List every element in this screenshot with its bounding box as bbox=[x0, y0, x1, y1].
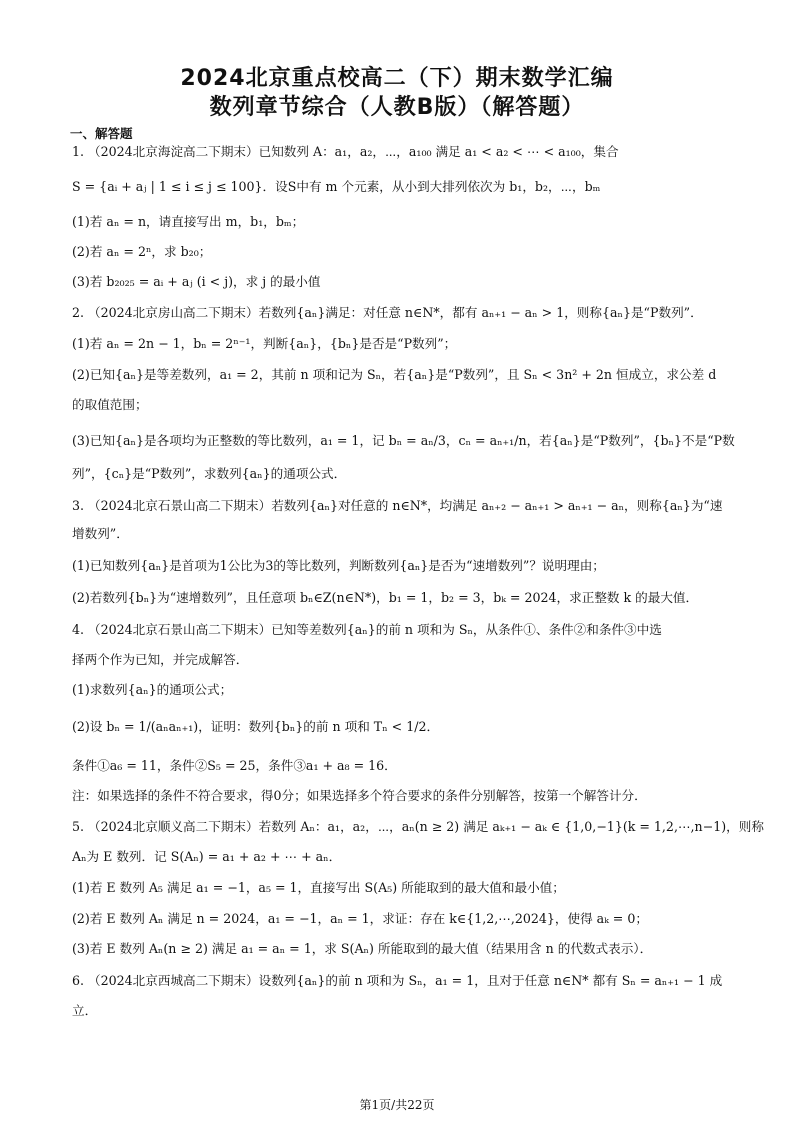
page-footer: 第1页/共22页 bbox=[359, 1098, 435, 1112]
problem-4-note: 注：如果选择的条件不符合要求，得0分；如果选择多个符合要求的条件分别解答，按第一个解答计分． bbox=[72, 788, 647, 803]
problem-1-part-3: (3)若 b₂₀₂₅ = aᵢ + aⱼ (i < j)，求 j 的最小值 bbox=[72, 274, 321, 289]
document-title-line2: 数列章节综合（人教B版）（解答题） bbox=[209, 95, 585, 120]
problem-4-line-2: 择两个作为已知，并完成解答． bbox=[72, 652, 249, 667]
problem-2-part-2-cont: 的取值范围； bbox=[72, 397, 148, 412]
problem-3-part-1: (1)已知数列{aₙ}是首项为1公比为3的等比数列，判断数列{aₙ}是否为“速增数列”？说明理由； bbox=[72, 558, 605, 573]
problem-1-part-2: (2)若 aₙ = 2ⁿ，求 b₂₀； bbox=[72, 244, 212, 259]
problem-2-part-2: (2)已知{aₙ}是等差数列，a₁ = 2，其前 n 项和记为 Sₙ，若{aₙ}是“P数列”，且 Sₙ < 3n² + 2n 恒成立，求公差 d bbox=[72, 367, 717, 382]
problem-3-part-2: (2)若数列{bₙ}为“速增数列”，且任意项 bₙ∈Z(n∈N*)，b₁ = 1，b₂ = 3，bₖ = 2024，求正整数 k 的最大值． bbox=[72, 590, 699, 605]
problem-6-line-1: 6. （2024北京西城高二下期末）设数列{aₙ}的前 n 项和为 Sₙ，a₁ = 1，且对于任意 n∈N* 都有 Sₙ = aₙ₊₁ − 1 成 bbox=[72, 973, 723, 988]
problem-4-part-2: (2)设 bₙ = 1/(aₙaₙ₊₁)，证明：数列{bₙ}的前 n 项和 Tₙ < 1/2． bbox=[72, 719, 440, 734]
section-heading: 一、解答题 bbox=[70, 126, 133, 141]
problem-4-line-1: 4. （2024北京石景山高二下期末）已知等差数列{aₙ}的前 n 项和为 Sₙ，从条件①、条件②和条件③中选 bbox=[72, 622, 662, 637]
problem-1-part-1: (1)若 aₙ = n，请直接写出 m，b₁，bₘ； bbox=[72, 214, 305, 229]
problem-3-line-1: 3. （2024北京石景山高二下期末）若数列{aₙ}对任意的 n∈N*，均满足 aₙ₊₂ − aₙ₊₁ > aₙ₊₁ − aₙ，则称{aₙ}为“速 bbox=[72, 498, 723, 513]
problem-5-part-1: (1)若 E 数列 A₅ 满足 a₁ = −1，a₅ = 1，直接写出 S(A₅) 所能取到的最大值和最小值； bbox=[72, 880, 565, 895]
problem-5-line-2: Aₙ为 E 数列．记 S(Aₙ) = a₁ + a₂ + ⋯ + aₙ． bbox=[72, 849, 342, 864]
document-title-line1: 2024北京重点校高二（下）期末数学汇编 bbox=[180, 66, 614, 91]
problem-2-part-3: (3)已知{aₙ}是各项均为正整数的等比数列，a₁ = 1，记 bₙ = aₙ/3，cₙ = aₙ₊₁/n，若{aₙ}是“P数列”，{bₙ}不是“P数 bbox=[72, 433, 735, 448]
problem-4-part-1: (1)求数列{aₙ}的通项公式； bbox=[72, 682, 233, 697]
problem-5-part-2: (2)若 E 数列 Aₙ 满足 n = 2024，a₁ = −1，aₙ = 1，求证：存在 k∈{1,2,⋯,2024}，使得 aₖ = 0； bbox=[72, 911, 648, 926]
problem-2-part-3-cont: 列”，{cₙ}是“P数列”，求数列{aₙ}的通项公式． bbox=[72, 466, 347, 481]
problem-6-line-2: 立． bbox=[72, 1003, 98, 1018]
problem-1-line-1: 1. （2024北京海淀高二下期末）已知数列 A：a₁，a₂，⋯，a₁₀₀ 满足 a₁ < a₂ < ⋯ < a₁₀₀，集合 bbox=[72, 144, 619, 159]
problem-5-part-3: (3)若 E 数列 Aₙ(n ≥ 2) 满足 a₁ = aₙ = 1，求 S(Aₙ) 所能取到的最大值（结果用含 n 的代数式表示）． bbox=[72, 941, 653, 956]
problem-3-line-2: 增数列”． bbox=[72, 526, 129, 541]
problem-1-line-2: S = {aᵢ + aⱼ | 1 ≤ i ≤ j ≤ 100}．设S中有 m 个元素，从小到大排列依次为 b₁，b₂，⋯，bₘ bbox=[72, 179, 601, 194]
problem-4-conditions: 条件①a₆ = 11，条件②S₅ = 25，条件③a₁ + a₈ = 16． bbox=[72, 758, 397, 773]
problem-2-part-1: (1)若 aₙ = 2n − 1，bₙ = 2ⁿ⁻¹，判断{aₙ}，{bₙ}是否是“P数列”； bbox=[72, 336, 457, 351]
problem-2-line-1: 2. （2024北京房山高二下期末）若数列{aₙ}满足：对任意 n∈N*，都有 aₙ₊₁ − aₙ > 1，则称{aₙ}是“P数列”． bbox=[72, 305, 703, 320]
problem-5-line-1: 5. （2024北京顺义高二下期末）若数列 Aₙ：a₁，a₂，⋯，aₙ(n ≥ 2) 满足 aₖ₊₁ − aₖ ∈ {1,0,−1}(k = 1,2,⋯,n−1)，则称 bbox=[72, 819, 764, 834]
